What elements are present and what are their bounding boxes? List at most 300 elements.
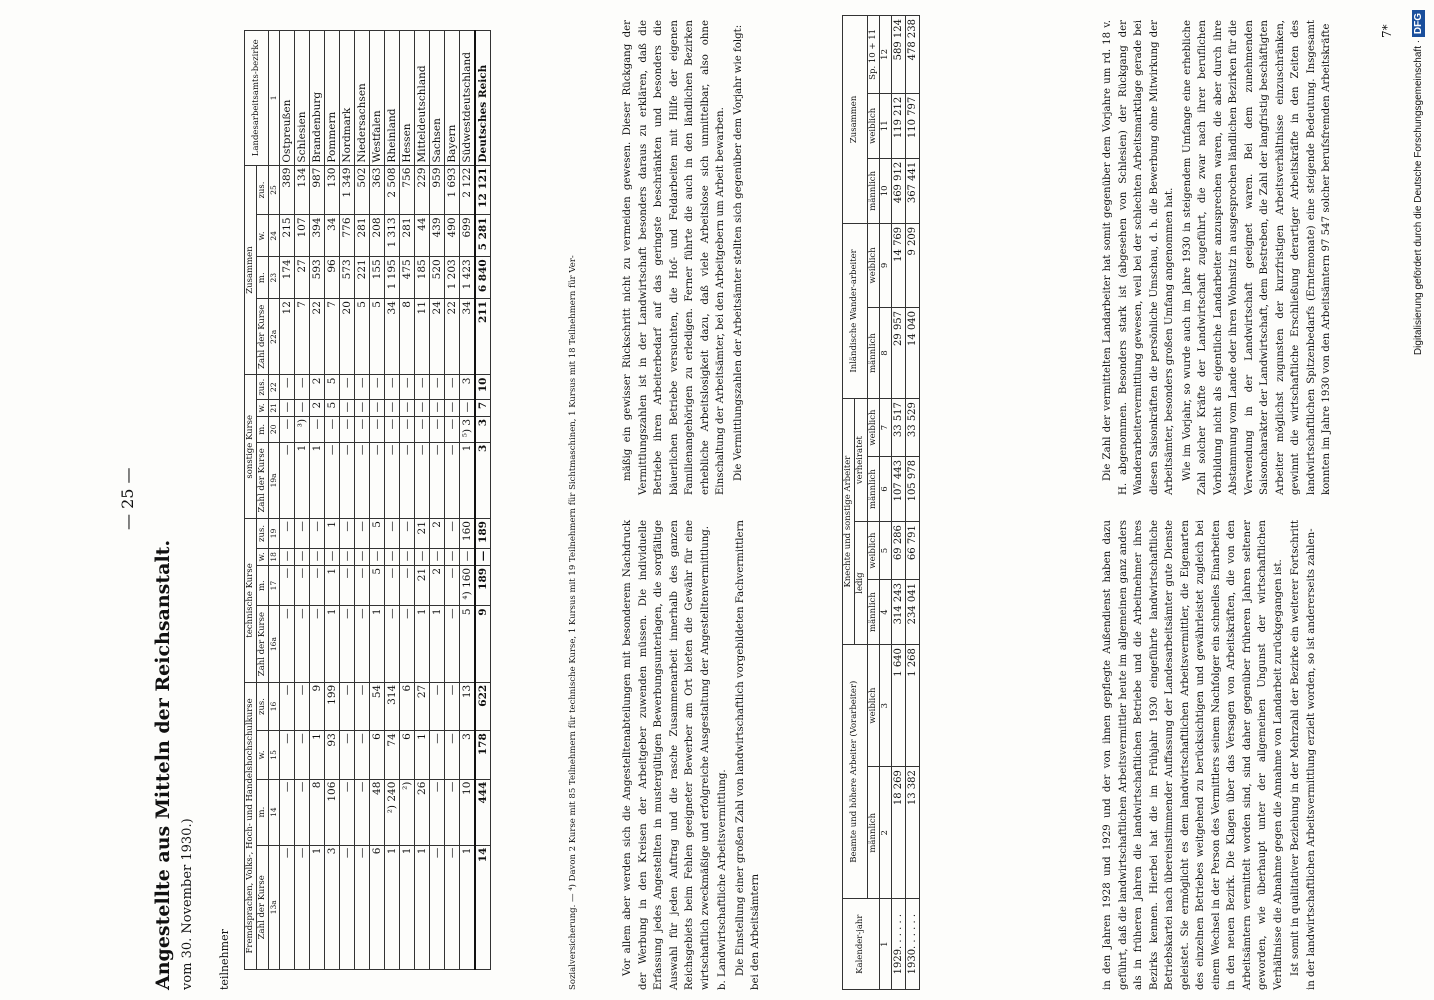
- table-cell: —: [429, 682, 444, 730]
- table-cell: 1: [324, 606, 339, 682]
- region-name: Hessen: [399, 31, 414, 166]
- table-cell: —: [354, 565, 369, 606]
- table-cell: —: [324, 442, 339, 518]
- total-cell: 178: [475, 731, 491, 779]
- total-cell: 444: [475, 779, 491, 845]
- column-number: 7: [880, 399, 892, 457]
- table-cell: —: [399, 416, 414, 442]
- header-fremdsprachen: Fremdsprachen, Volks-, Hoch- und Handelshochschulkurse: [245, 682, 257, 969]
- table-cell: —: [294, 519, 309, 549]
- table-cell: 96: [324, 257, 339, 299]
- table-cell: ⁴) 160: [459, 565, 475, 606]
- table-cell: 2 122: [459, 165, 475, 215]
- table-cell: 5: [369, 565, 384, 606]
- table-cell: 1: [369, 606, 384, 682]
- table-cell: 1: [309, 845, 324, 969]
- table-cell: —: [444, 606, 459, 682]
- table-cell: —: [444, 548, 459, 565]
- year-cell: 1930. . . . . .: [906, 899, 920, 990]
- column-number: 1: [268, 31, 279, 166]
- table-cell: 1: [309, 731, 324, 779]
- table-cell: 13: [459, 682, 475, 730]
- header-sonstige: sonstige Kurse: [245, 375, 257, 519]
- region-name: Südwestdeutschland: [459, 31, 475, 166]
- table-cell: 21: [414, 565, 429, 606]
- dfg-banner: [1404, 4, 1434, 996]
- table-cell: 281: [399, 215, 414, 257]
- table-cell: 20: [339, 299, 354, 375]
- table-cell: 69 286: [892, 522, 906, 580]
- sub-header: w.: [256, 399, 268, 416]
- column-number-row: [268, 31, 279, 970]
- text-column-a: [620, 520, 766, 990]
- header-sum: Sp. 10 + 11: [867, 16, 879, 94]
- header-maennlich: männlich: [867, 158, 879, 223]
- table-cell: —: [369, 399, 384, 416]
- table-cell: 1 313: [384, 215, 399, 257]
- table-cell: 33 517: [892, 399, 906, 457]
- table-cell: —: [384, 442, 399, 518]
- table-cell: 699: [459, 215, 475, 257]
- table-cell: —: [399, 375, 414, 399]
- table-cell: 33 529: [906, 399, 920, 457]
- table-cell: 2 508: [384, 165, 399, 215]
- header-maennlich: männlich: [867, 767, 879, 899]
- table-cell: —: [339, 442, 354, 518]
- column-number: 23: [268, 257, 279, 299]
- table-cell: —: [444, 399, 459, 416]
- table-cell: 776: [339, 215, 354, 257]
- table-cell: 5: [369, 299, 384, 375]
- table-cell: —: [324, 416, 339, 442]
- paragraph: Ist somit in qualitativer Beziehung in der Mehrzahl der Bezirke ein weiterer Fortschritt in der landwirtschaftlichen Arbeitsvermittlung erzielt worden, so ist andererseits zahlen-: [1290, 520, 1317, 990]
- table-row: [294, 31, 309, 970]
- table-cell: —: [279, 731, 294, 779]
- table-cell: —: [279, 416, 294, 442]
- table-cell: 48: [369, 779, 384, 845]
- table-row: [892, 16, 906, 990]
- table-row: [384, 31, 399, 970]
- header-wanderarbeiter: Inländische Wander-arbeiter: [843, 223, 868, 398]
- sub-header: Zahl der Kurse: [256, 606, 268, 682]
- table-cell: 2: [309, 375, 324, 399]
- header-weiblich: weiblich: [867, 223, 879, 307]
- table-cell: 1 268: [906, 645, 920, 767]
- table-row: [369, 31, 384, 970]
- table-cell: 1 693: [444, 165, 459, 215]
- region-name: Westfalen: [369, 31, 384, 166]
- table-cell: 54: [369, 682, 384, 730]
- sub-header: Zahl der Kurse: [256, 845, 268, 969]
- table-cell: 22: [444, 299, 459, 375]
- table-cell: 74: [384, 731, 399, 779]
- table-cell: ²): [399, 779, 414, 845]
- table-cell: 107: [294, 215, 309, 257]
- header-zusammen: Zusammen: [245, 165, 257, 375]
- table-cell: —: [399, 442, 414, 518]
- year-cell: 1929. . . . . .: [892, 899, 906, 990]
- header-maennlich: männlich: [867, 580, 879, 645]
- table-row: [354, 31, 369, 970]
- rotated-page-content: [100, 0, 1400, 1000]
- sub-header: zus.: [256, 682, 268, 730]
- table-cell: —: [384, 399, 399, 416]
- table-cell: 1: [309, 442, 324, 518]
- header-knechte: Knechte und sonstige Arbeiter: [843, 399, 855, 645]
- table-cell: 987: [309, 165, 324, 215]
- column-number: 16a: [268, 606, 279, 682]
- paragraph: Wie im Vorjahr, so wurde auch im Jahre 1930 in steigendem Umfange eine erhebliche Zahl solcher Kräfte der Landwirtschaft zugeführt, die zwar nach ihrer beruflichen Vorbildung nicht als eigentliche Landarbeiter anzusprechen waren, die aber durch ihre Abstammung vom Lande oder ihren Wohnsitz in ausgesprochen ländlichen Bezirken für die Verwendung in der Landwirtschaft geeignet waren. Bei dem zunehmenden Saisoncharakter der Landwirtschaft, dem Bestreben, die Zahl der langfristig beschäftigten Arbeiter möglichst zugunsten der kurzfristigen Arbeitsverhältnisse einzuschränken, gewinnt die wirtschaftliche Erschließung derartiger Arbeitskräfte in den Zeiten des landwirtschaftlichen Spitzenbedarfs (Erntemonate) eine steigende Bedeutung. Insgesamt konnten im Jahre 1930 von den Arbeitsämtern 97 547 solcher berufsfremden Arbeitskräfte: [1181, 20, 1332, 495]
- sub-header: zus.: [256, 165, 268, 215]
- table-cell: —: [309, 565, 324, 606]
- table-cell: 2: [309, 399, 324, 416]
- table-cell: —: [354, 399, 369, 416]
- table-cell: —: [444, 519, 459, 549]
- table-cell: 27: [294, 257, 309, 299]
- table-cell: 1 640: [892, 645, 906, 767]
- table-cell: 1: [414, 731, 429, 779]
- column-number: 3: [880, 645, 892, 767]
- region-name: Niedersachsen: [354, 31, 369, 166]
- table-cell: 185: [414, 257, 429, 299]
- table-cell: —: [399, 565, 414, 606]
- table-row: [339, 31, 354, 970]
- table-cell: 34: [324, 215, 339, 257]
- column-number: 19: [268, 519, 279, 549]
- table-cell: —: [324, 548, 339, 565]
- table-cell: 130: [324, 165, 339, 215]
- table-cell: 394: [309, 215, 324, 257]
- table-cell: 490: [444, 215, 459, 257]
- table-cell: 389: [279, 165, 294, 215]
- table-cell: 1: [414, 606, 429, 682]
- table-cell: 27: [414, 682, 429, 730]
- table-cell: 363: [369, 165, 384, 215]
- table-cell: —: [294, 682, 309, 730]
- region-name: Mitteldeutschland: [414, 31, 429, 166]
- dfg-caption: Digitalisierung gefördert durch die Deutsche Forschungsgemeinschaft: [1413, 46, 1424, 356]
- table-cell: —: [444, 682, 459, 730]
- table-cell: 314: [384, 682, 399, 730]
- table-row: [906, 16, 920, 990]
- table-cell: 3: [459, 375, 475, 399]
- table-cell: 14 040: [906, 307, 920, 398]
- placement-table: [842, 15, 920, 990]
- header-ledig: ledig: [855, 522, 867, 645]
- table-row: [399, 31, 414, 970]
- table-cell: —: [339, 682, 354, 730]
- total-cell: 10: [475, 375, 491, 399]
- table-cell: —: [279, 565, 294, 606]
- table-cell: —: [354, 779, 369, 845]
- table-cell: 367 441: [906, 158, 920, 223]
- table-cell: 5: [324, 399, 339, 416]
- total-cell: 3: [475, 416, 491, 442]
- table-cell: 1 349: [339, 165, 354, 215]
- table-cell: 520: [429, 257, 444, 299]
- table-cell: —: [414, 442, 429, 518]
- table-cell: 573: [339, 257, 354, 299]
- table-row: [324, 31, 339, 970]
- column-number: 21: [268, 399, 279, 416]
- table-cell: 24: [429, 299, 444, 375]
- region-name: Sachsen: [429, 31, 444, 166]
- table-cell: 1 195: [384, 257, 399, 299]
- table-cell: —: [354, 416, 369, 442]
- sub-header: m.: [256, 565, 268, 606]
- table-cell: 281: [354, 215, 369, 257]
- column-number: 1: [880, 899, 892, 990]
- table-cell: —: [384, 519, 399, 549]
- column-number: 22: [268, 375, 279, 399]
- table-cell: —: [279, 375, 294, 399]
- region-name: Nordmark: [339, 31, 354, 166]
- table-cell: 3: [324, 845, 339, 969]
- table-cell: 11: [414, 299, 429, 375]
- header-bezirke: Landesarbeitsamts-bezirke: [245, 31, 269, 166]
- table-cell: —: [384, 375, 399, 399]
- table-cell: 221: [354, 257, 369, 299]
- table-cell: —: [294, 375, 309, 399]
- table-cell: 107 443: [892, 457, 906, 522]
- table-cell: —: [444, 845, 459, 969]
- total-cell: 189: [475, 519, 491, 549]
- table-cell: —: [369, 442, 384, 518]
- table-cell: —: [339, 375, 354, 399]
- header-kalenderjahr: Kalender-jahr: [843, 899, 880, 990]
- table-cell: 2: [429, 519, 444, 549]
- table-cell: 44: [414, 215, 429, 257]
- table-cell: —: [294, 779, 309, 845]
- table-cell: —: [369, 416, 384, 442]
- table-cell: —: [399, 519, 414, 549]
- table-cell: 8: [399, 299, 414, 375]
- table-cell: —: [354, 682, 369, 730]
- sub-header: Zahl der Kurse: [256, 299, 268, 375]
- table-cell: 3: [459, 731, 475, 779]
- table-cell: —: [279, 606, 294, 682]
- table-cell: —: [279, 442, 294, 518]
- sub-header: Zahl der Kurse: [256, 442, 268, 518]
- table-row: [459, 31, 475, 970]
- total-cell: 5 281: [475, 215, 491, 257]
- table-cell: —: [354, 548, 369, 565]
- table-cell: 5: [459, 606, 475, 682]
- table-cell: —: [354, 519, 369, 549]
- table-cell: —: [279, 519, 294, 549]
- column-number: 25: [268, 165, 279, 215]
- table-cell: —: [384, 548, 399, 565]
- table-cell: 1: [459, 442, 475, 518]
- table-cell: 229: [414, 165, 429, 215]
- table-cell: —: [444, 416, 459, 442]
- total-cell: 9: [475, 606, 491, 682]
- table-cell: 2: [429, 565, 444, 606]
- paragraph: Die Zahl der vermittelten Landarbeiter hat somit gegenüber dem Vorjahre um rd. 18 v. H. abgenommen. Besonders stark ist (abgesehen von Schlesien) der Rückgang der Wanderarbeitervermittlung gewesen, weil bei der schlechten Arbeitsmarktlage gerade bei diesen Saisonkräften die persönliche Umschau, d. h. die Bewerbung ohne Mitwirkung der Arbeitsämter, besonders großen Umfang angenommen hat.: [1102, 20, 1175, 495]
- table-cell: 134: [294, 165, 309, 215]
- region-name: Schlesien: [294, 31, 309, 166]
- table-cell: —: [279, 779, 294, 845]
- total-cell: 3: [475, 442, 491, 518]
- table-cell: 1: [459, 845, 475, 969]
- total-cell: 12 121: [475, 165, 491, 215]
- table-cell: —: [399, 548, 414, 565]
- table-cell: 1: [384, 845, 399, 969]
- table-cell: —: [354, 731, 369, 779]
- column-number: 12: [880, 16, 892, 94]
- table-cell: —: [339, 565, 354, 606]
- table-cell: —: [339, 548, 354, 565]
- table-cell: 10: [459, 779, 475, 845]
- table-cell: —: [354, 442, 369, 518]
- header-maennlich: männlich: [867, 457, 879, 522]
- total-cell: —: [475, 548, 491, 565]
- column-number: 10: [880, 158, 892, 223]
- table-cell: 1 203: [444, 257, 459, 299]
- table-cell: —: [354, 606, 369, 682]
- table-cell: 6: [399, 682, 414, 730]
- table-cell: 215: [279, 215, 294, 257]
- teilnehmer-label: teilnehmer: [218, 929, 231, 990]
- table-cell: 5: [354, 299, 369, 375]
- column-number: 14: [268, 779, 279, 845]
- table-cell: ⁵) 3: [459, 416, 475, 442]
- table-cell: —: [369, 375, 384, 399]
- table-cell: —: [294, 548, 309, 565]
- table-cell: 8: [309, 779, 324, 845]
- table-cell: —: [294, 565, 309, 606]
- table-cell: 12: [279, 299, 294, 375]
- sub-header-row: [256, 31, 268, 970]
- table-cell: ²) 240: [384, 779, 399, 845]
- table-cell: —: [354, 845, 369, 969]
- table-cell: —: [294, 399, 309, 416]
- paragraph: mäßig ein gewisser Rückschritt nicht zu vermeiden gewesen. Dieser Rückgang der Vermittlungszahlen ist in der Landwirtschaft besonders daraus zu erklären, daß die Betriebe ihren Arbeiterbedarf auf das geringste beschränkten und besonders die bäuerlichen Betriebe versuchten, die Hof- und Feldarbeiten mit Hilfe der eigenen Familienangehörigen zu erledigen. Ferner führte die auch in den ländlichen Bezirken erhebliche Arbeitslosigkeit dazu, daß viele Arbeitslose sich unmittelbar, also ohne Einschaltung der Arbeitsämter, bei den Arbeitgebern um Arbeit bewarben.: [622, 20, 726, 495]
- table-cell: —: [444, 731, 459, 779]
- column-number: 8: [880, 307, 892, 398]
- table-cell: —: [369, 548, 384, 565]
- table-cell: 475: [399, 257, 414, 299]
- table-cell: —: [384, 416, 399, 442]
- table-cell: 7: [324, 299, 339, 375]
- table-cell: —: [414, 416, 429, 442]
- paragraph: Die Einstellung einer großen Zahl von landwirtschaftlich vorgebildeten Fachvermittlern bei den Arbeitsämtern: [734, 520, 761, 990]
- table-cell: —: [309, 416, 324, 442]
- column-number: 17: [268, 565, 279, 606]
- table-cell: —: [309, 606, 324, 682]
- table-cell: —: [429, 416, 444, 442]
- region-name: Ostpreußen: [279, 31, 294, 166]
- header-weiblich: weiblich: [867, 522, 879, 580]
- table-cell: —: [279, 399, 294, 416]
- sub-header: w.: [256, 731, 268, 779]
- sub-header: m.: [256, 257, 268, 299]
- table-cell: 6: [369, 731, 384, 779]
- sub-header: m.: [256, 416, 268, 442]
- table-cell: —: [339, 731, 354, 779]
- footnote: Sozialversicherung. — ⁴) Davon 2 Kurse mit 85 Teilnehmern für technische Kurse, 1 Kursus mit 19 Teilnehmern für Sichtmaschinen, 1 Kursus mit 18 Teilnehmern für Ver-: [568, 255, 578, 990]
- table-cell: 1 423: [459, 257, 475, 299]
- table-cell: —: [414, 548, 429, 565]
- total-cell: 6 840: [475, 257, 491, 299]
- page-mark: 7*: [1380, 24, 1394, 38]
- table-cell: 14 769: [892, 223, 906, 307]
- table-cell: —: [429, 399, 444, 416]
- column-number: 15: [268, 731, 279, 779]
- table-cell: 119 212: [892, 93, 906, 158]
- placement-table-body: [892, 16, 920, 990]
- region-name: Rheinland: [384, 31, 399, 166]
- header-weiblich: weiblich: [867, 645, 879, 767]
- table-cell: —: [429, 548, 444, 565]
- table-cell: —: [279, 845, 294, 969]
- column-number: 22a: [268, 299, 279, 375]
- table-cell: 105 978: [906, 457, 920, 522]
- sub-header: w.: [256, 548, 268, 565]
- table-cell: —: [399, 399, 414, 416]
- table-cell: 7: [294, 299, 309, 375]
- column-number: 20: [268, 416, 279, 442]
- region-name: Bayern: [444, 31, 459, 166]
- paragraph: Die Vermittlungszahlen der Arbeitsämter stellten sich gegenüber dem Vorjahr wie folgt:: [732, 24, 744, 481]
- table-cell: 5: [324, 375, 339, 399]
- table-cell: 21: [414, 519, 429, 549]
- table-cell: —: [384, 565, 399, 606]
- table-row: [279, 31, 294, 970]
- table-cell: 593: [309, 257, 324, 299]
- header-weiblich: weiblich: [867, 399, 879, 457]
- table-cell: —: [429, 442, 444, 518]
- table-cell: 18 269: [892, 767, 906, 899]
- text-column-b: [620, 20, 748, 495]
- total-cell: 211: [475, 299, 491, 375]
- total-cell: 14: [475, 845, 491, 969]
- table-cell: —: [294, 606, 309, 682]
- paragraph: Vor allem aber werden sich die Angestelltenabteilungen mit besonderem Nachdruck der Werbung in den Kreisen der Arbeitgeber zuwenden müssen. Die individuelle Erfassung jedes Angestellten in mustergültigen Bewerbungsunterlagen, die sorgfältige Auswahl für jeden Auftrag und die rasche Zusammenarbeit innerhalb des ganzen Reichsgebiets beim Fehlen geeigneter Bewerber am Ort bieten die Gewähr für eine wirtschaftlich zweckmäßige und erfolgreiche Ausgestaltung der Angestelltenvermittlung.: [622, 520, 711, 990]
- table-cell: —: [414, 399, 429, 416]
- column-number: 4: [880, 580, 892, 645]
- sub-header: zus.: [256, 519, 268, 549]
- table-cell: 155: [369, 257, 384, 299]
- table-cell: 234 041: [906, 580, 920, 645]
- text-column-d: [1100, 20, 1337, 495]
- region-name: Deutsches Reich: [475, 31, 491, 166]
- column-number-row: [880, 16, 892, 990]
- table-cell: —: [294, 731, 309, 779]
- table-cell: 1: [324, 565, 339, 606]
- table-cell: 1: [324, 519, 339, 549]
- region-name: Pommern: [324, 31, 339, 166]
- table-cell: —: [339, 416, 354, 442]
- table-cell: 93: [324, 731, 339, 779]
- table-cell: 34: [459, 299, 475, 375]
- table-cell: 502: [354, 165, 369, 215]
- table-cell: 5: [369, 519, 384, 549]
- total-row: [475, 31, 491, 970]
- page-subtitle: vom 30. November 1930.): [180, 818, 195, 990]
- page-title: Angestellte aus Mitteln der Reichsanstalt.: [152, 539, 174, 990]
- column-number: 18: [268, 548, 279, 565]
- table-cell: —: [429, 375, 444, 399]
- table-cell: —: [339, 519, 354, 549]
- region-name: Brandenburg: [309, 31, 324, 166]
- table-cell: 9 209: [906, 223, 920, 307]
- table-row: [444, 31, 459, 970]
- table-cell: —: [459, 399, 475, 416]
- text-column-c: [1100, 520, 1321, 990]
- sub-header: zus.: [256, 375, 268, 399]
- dfg-text: Digitalisierung gefördert durch die Deutsche Forschungsgemeinschaft · DFG: [1404, 4, 1434, 996]
